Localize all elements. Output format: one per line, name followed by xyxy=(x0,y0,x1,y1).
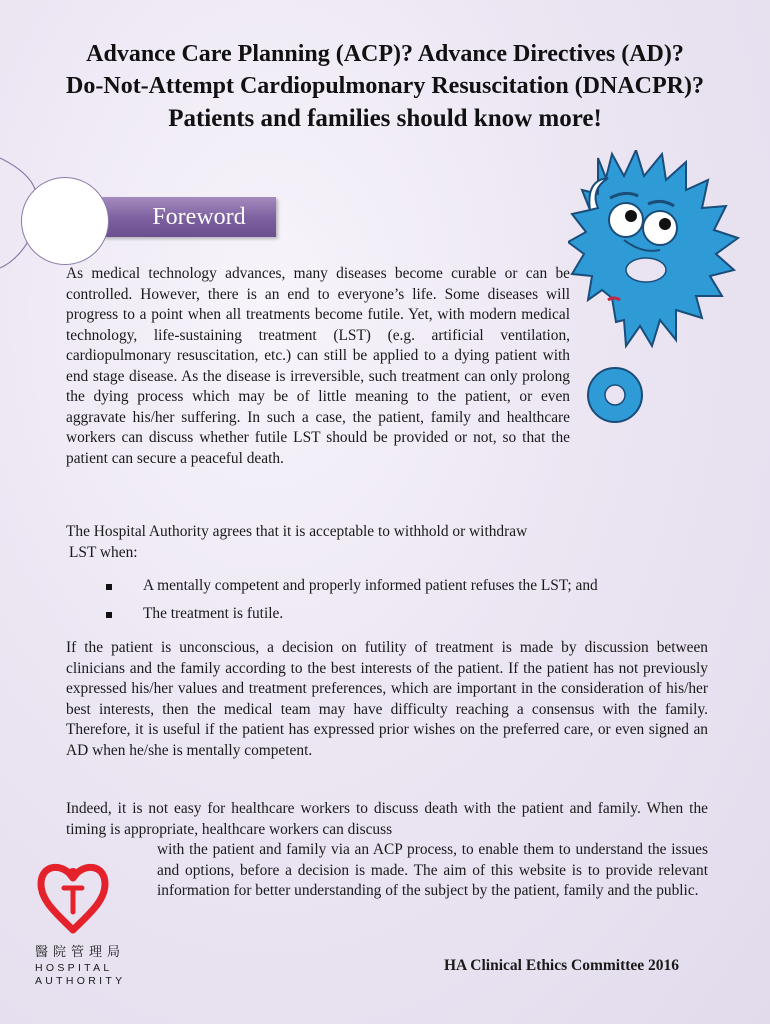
signoff: HA Clinical Ethics Committee 2016 xyxy=(444,957,680,974)
logo-english-line-1: HOSPITAL xyxy=(35,962,113,974)
question-mark-mascot-icon xyxy=(568,150,758,450)
logo-english-line-2: AUTHORITY xyxy=(35,975,126,987)
bullet-square-icon xyxy=(106,584,112,590)
list-item xyxy=(96,602,598,630)
logo-chinese-text: 醫院管理局 xyxy=(35,945,126,960)
conditions-list xyxy=(96,574,598,630)
logo-english-text xyxy=(35,962,125,988)
ha-statement xyxy=(66,522,706,563)
title-line-2: Do-Not-Attempt Cardiopulmonary Resuscitation (DNACPR)? xyxy=(66,73,704,99)
hospital-authority-logo-icon xyxy=(33,856,113,938)
ha-statement-line-2: LST when: xyxy=(69,543,138,561)
intro-paragraph: As medical technology advances, many diseases become curable or can be controlled. However, there is an end to everyone’s life. Some diseases will progress to a point when all treatments become futile. Yet, with modern medical technology, life-sustaining treatment (LST) (e.g. artificial ventilation, cardiopulmonary resuscitation, etc.) can still be applied to a dying patient with end stage disease. As the disease is irreversible, such treatment can only prolong the dying process which may be of little meaning to the patient, or even aggravate his/her suffering. In such a case, the patient, family and healthcare workers can discuss whether futile LST should be provided or not, so that the patient can secure a peaceful death. xyxy=(66,265,570,467)
closing-paragraph xyxy=(66,799,708,902)
list-item xyxy=(96,574,598,602)
closing-part-1: Indeed, it is not easy for healthcare workers to discuss death with the patient and family. When the timing is appropriate, healthcare workers can discuss xyxy=(66,800,708,838)
section-heading-foreword: Foreword xyxy=(88,197,276,237)
unconscious-paragraph: If the patient is unconscious, a decision on futility of treatment is made by discussion between clinicians and the family according to the best interests of the patient. If the patient has not previously expressed his/her values and treatment preferences, which are important in the consideration of his/her best interests, then the medical team may have difficulty reaching a consensus with the family. Therefore, it is useful if the patient has expressed prior wishes on the preferred care, or even signed an AD when he/she is mentally competent. xyxy=(66,639,708,759)
page-title xyxy=(0,38,770,136)
list-item-text: The treatment is futile. xyxy=(143,605,284,622)
list-item-text: A mentally competent and properly informed patient refuses the LST; and xyxy=(143,577,598,594)
closing-part-2: with the patient and family via an ACP process, to enable them to understand the issues and options, before a decision is made. The aim of this website is to provide relevant information for better understanding of the subject by the patient, family and the public. xyxy=(157,841,708,899)
ha-statement-line-1: The Hospital Authority agrees that it is acceptable to withhold or withdraw xyxy=(66,523,528,540)
bullet-square-icon xyxy=(106,612,112,618)
title-line-1: Advance Care Planning (ACP)? Advance Directives (AD)? xyxy=(86,41,684,67)
title-line-3: Patients and families should know more! xyxy=(168,105,602,132)
heading-circle-decoration xyxy=(21,177,109,265)
